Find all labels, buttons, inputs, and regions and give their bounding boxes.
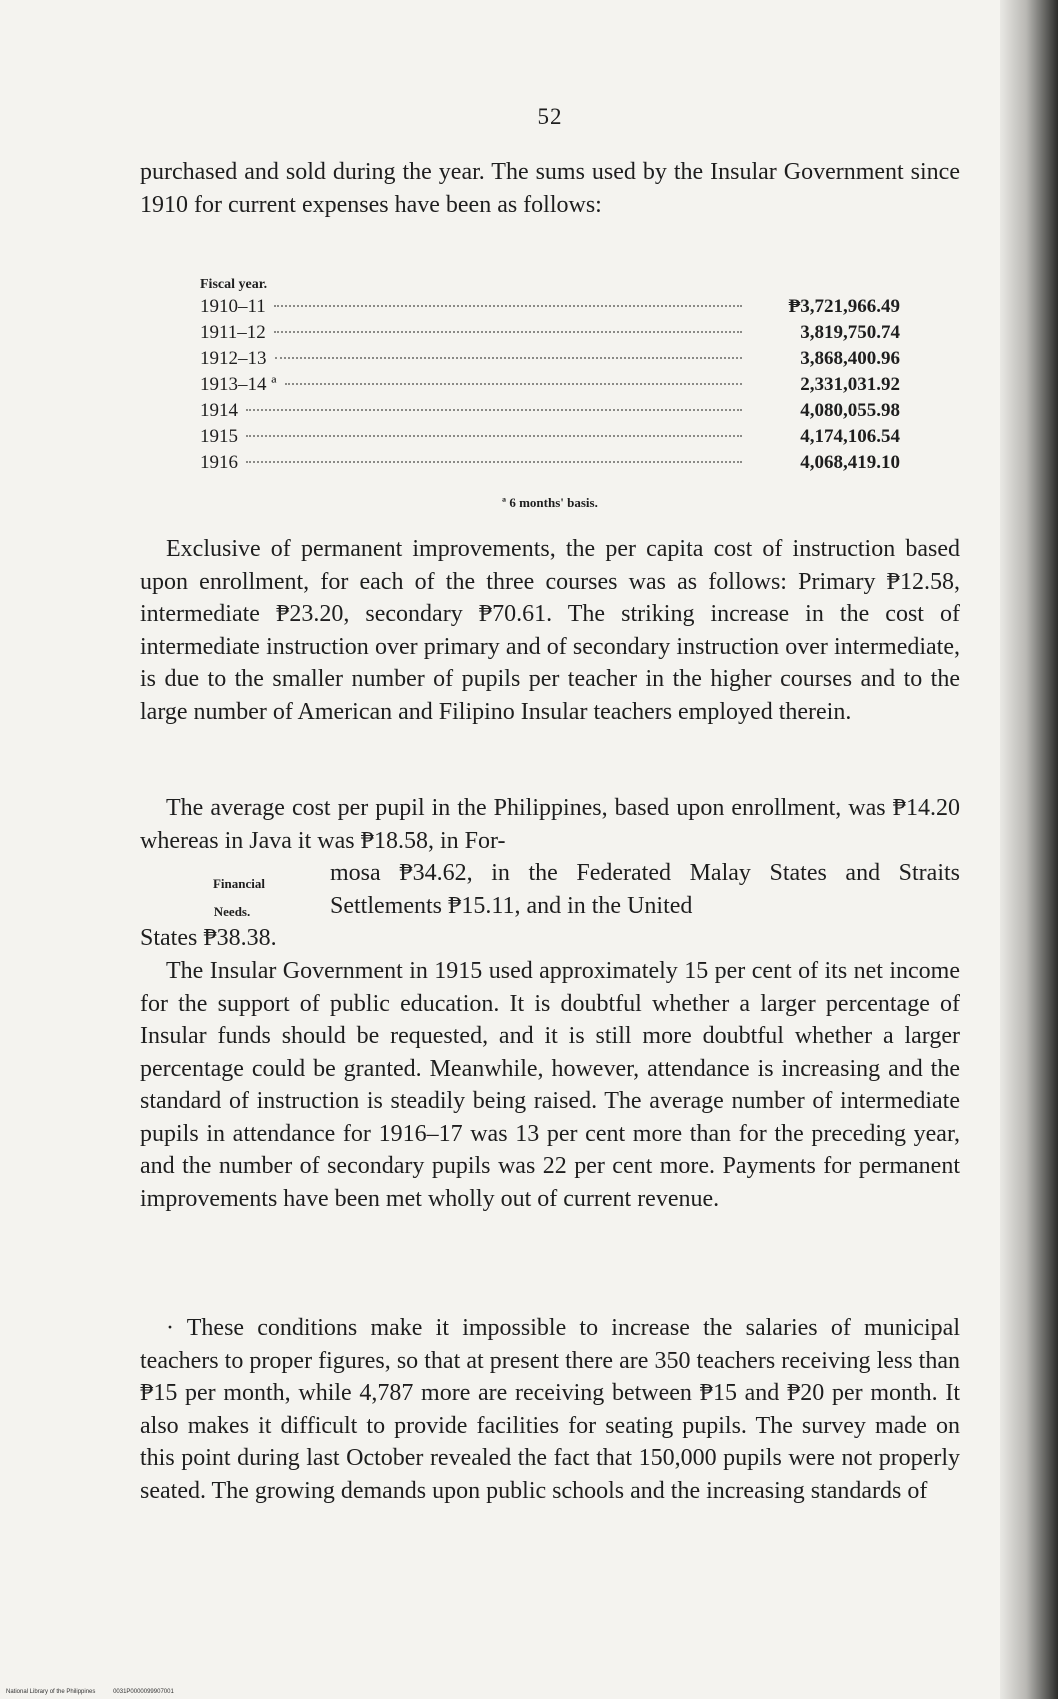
page-edge-shadow <box>1000 0 1058 1699</box>
dot-leader <box>246 435 742 437</box>
row-amount: 4,174,106.54 <box>800 426 900 447</box>
scan-imprint <box>6 1689 190 1695</box>
row-amount: ₱3,721,966.49 <box>788 296 900 317</box>
row-year: 1910–11 <box>200 296 266 317</box>
average-cost-line-b: mosa ₱34.62, in the Federated Malay States and Straits Settlements ₱15.11, and in the United <box>330 860 960 919</box>
dot-leader <box>275 357 743 359</box>
dot-leader <box>285 383 743 385</box>
table-row <box>200 426 900 452</box>
margin-note-line: Needs. <box>213 904 251 919</box>
row-year: 1912–13 <box>200 348 267 369</box>
table-row <box>200 374 900 400</box>
table-footnote: ª 6 months' basis. <box>502 495 598 510</box>
margin-note-financial-needs <box>184 870 294 926</box>
row-year: 1911–12 <box>200 322 266 343</box>
average-cost-line-a: The average cost per pupil in the Philippines, based upon enrollment, was ₱14.20 whereas in Java it was ₱18.58, in For- <box>140 795 960 854</box>
paragraph-expenses-intro: purchased and sold during the year. The sums used by the Insular Government since 1910 for current expenses have been as follows: <box>140 159 960 218</box>
table-row <box>200 322 900 348</box>
paragraph-per-capita-cost: Exclusive of permanent improvements, the per capita cost of instruction based upon enrollment, for each of the three courses was as follows: Primary ₱12.58, intermediate ₱23.20, secondary ₱70.61. The striking increase in the cost of intermediate instruction over primary and of secondary instruction over intermediate, is due to the smaller number of pupils per teacher in the higher courses and to the large number of American and Filipino Insular teachers employed therein. <box>140 536 960 725</box>
row-year: 1914 <box>200 400 238 421</box>
row-year: 1915 <box>200 426 238 447</box>
table-row <box>200 296 900 322</box>
margin-note-line: Financial <box>212 876 265 891</box>
dot-leader <box>274 305 742 307</box>
page-number: 52 <box>537 104 563 129</box>
row-amount: 3,868,400.96 <box>800 348 900 369</box>
average-cost-line-c: States ₱38.38. <box>140 925 277 951</box>
row-year: 1916 <box>200 452 238 473</box>
row-amount: 3,819,750.74 <box>800 322 900 343</box>
row-amount: 2,331,031.92 <box>800 374 900 395</box>
imprint-library: National Library of the Philippines <box>6 1689 96 1695</box>
table-header-fiscal-year: Fiscal year. <box>200 277 268 292</box>
dot-leader <box>274 331 742 333</box>
row-amount: 4,080,055.98 <box>800 400 900 421</box>
imprint-id: 0031P0000099907001 <box>113 1689 174 1695</box>
table-row <box>200 452 900 478</box>
dot-leader <box>246 409 742 411</box>
table-row <box>200 400 900 426</box>
paragraph-insular-funds: The Insular Government in 1915 used approximately 15 per cent of its net income for the support of public education. It is doubtful whether a larger percentage of Insular funds should be requested, and it is still more doubtful whether a larger percentage could be granted. Meanwhile, however, attendance is increasing and the standard of instruction is steadily being raised. The average number of intermediate pupils in attendance for 1916–17 was 13 per cent more than for the preceding year, and the number of secondary pupils was 22 per cent more. Payments for permanent improvements have been met wholly out of current revenue. <box>140 958 960 1212</box>
row-year: 1913–14 ª <box>200 374 277 395</box>
table-row <box>200 348 900 374</box>
paragraph-teacher-salaries: · These conditions make it impossible to increase the salaries of municipal teachers to proper figures, so that at present there are 350 teachers receiving less than ₱15 per month, while 4,787 more are receiving between ₱15 and ₱20 per month. It also makes it difficult to provide facilities for seating pupils. The survey made on this point during last October revealed the fact that 150,000 pupils were not properly seated. The growing demands upon public schools and the increasing standards of <box>140 1315 960 1504</box>
expense-table <box>200 276 900 478</box>
row-amount: 4,068,419.10 <box>800 452 900 473</box>
dot-leader <box>246 461 742 463</box>
